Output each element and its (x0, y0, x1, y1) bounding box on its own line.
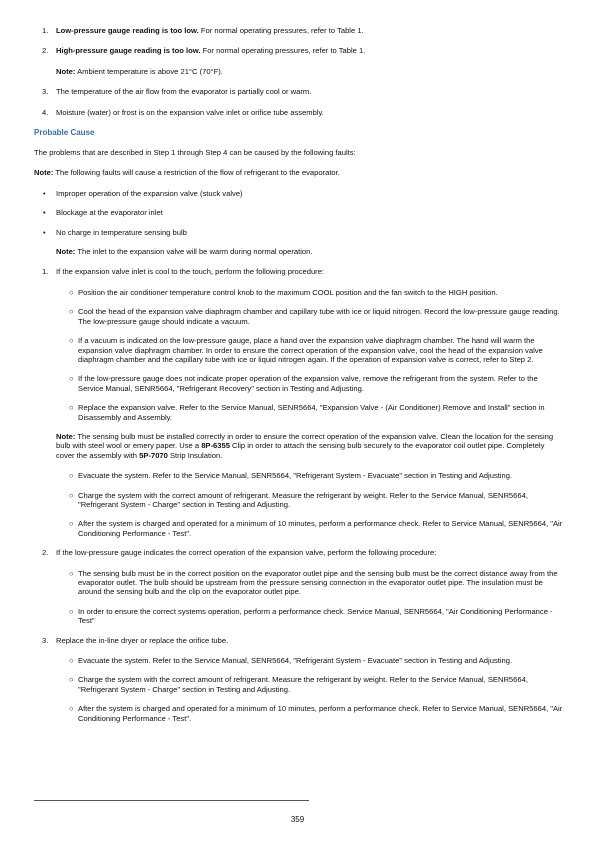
circle-bullet-icon: ○ (69, 675, 74, 685)
fault-bullet (34, 208, 564, 217)
circle-bullet-icon: ○ (69, 704, 74, 714)
bullet-icon: • (43, 227, 46, 237)
sub-step-text: Cool the head of the expansion valve diaphragm chamber and capillary tube with ice or liquid nitrogen. Record the low-pressure gauge reading. The low-pressure gauge should indicate a vacuum. (78, 307, 560, 326)
bullet-text: Improper operation of the expansion valve (stuck valve) (56, 188, 243, 198)
sub-step-text: Evacuate the system. Refer to the Service Manual, SENR5664, "Refrigerant System - Evacuate" section in Testing and Adjusting. (78, 656, 513, 666)
sub-step (34, 675, 564, 694)
bullet-icon: • (43, 208, 46, 218)
note-label: Note: (56, 247, 76, 257)
sub-step-text: Position the air conditioner temperature control knob to the maximum COOL position and the fan switch to the HIGH position. (78, 287, 498, 297)
sub-step (34, 607, 564, 626)
page-content (34, 26, 564, 733)
sub-step-text: Charge the system with the correct amount of refrigerant. Measure the refrigerant by weight. Refer to the Service Manual, SENR5664, "Refrigerant System - Charge" section in Testing and Adjusting. (78, 675, 528, 694)
note-label: Note: (34, 168, 54, 178)
sub-step (34, 336, 564, 364)
step-number: 3. (42, 635, 49, 645)
note-text: The sensing bulb must be installed correctly in order to ensure the correct operation of the expansion valve. Clean the location for the sensing bulb with steel wool or emery paper. Use a (56, 431, 554, 451)
sub-step (34, 307, 564, 326)
sub-step (34, 656, 564, 665)
note-sensing-bulb (34, 432, 564, 460)
symptom-item-1 (34, 26, 564, 35)
sub-step (34, 288, 564, 297)
circle-bullet-icon: ○ (69, 568, 74, 578)
circle-bullet-icon: ○ (69, 307, 74, 317)
fault-bullet (34, 228, 564, 237)
sub-step-text: Replace the expansion valve. Refer to the Service Manual, SENR5664, "Expansion Valve - (Air Conditioner) Remove and Install" section in Disassembly and Assembly. (78, 403, 545, 422)
footer-divider (34, 800, 309, 801)
procedure-step-3 (34, 636, 564, 645)
circle-bullet-icon: ○ (69, 490, 74, 500)
sub-step (34, 374, 564, 393)
sub-step (34, 491, 564, 510)
note-ambient (34, 67, 564, 76)
symptom-title: High-pressure gauge reading is too low. (56, 46, 201, 56)
step-text: If the expansion valve inlet is cool to the touch, perform the following procedure: (56, 267, 325, 277)
symptom-item-2 (34, 46, 564, 55)
sub-step-text: Charge the system with the correct amount of refrigerant. Measure the refrigerant by weight. Refer to the Service Manual, SENR5664, "Refrigerant System - Charge" section in Testing and Adjusting. (78, 490, 528, 509)
fault-bullet (34, 189, 564, 198)
bullet-icon: • (43, 188, 46, 198)
symptom-text: For normal operating pressures, refer to Table 1. (200, 46, 366, 56)
note-text: The inlet to the expansion valve will be warm during normal operation. (75, 247, 313, 257)
note-text: Clip in order to attach the sensing bulb securely to the evaporator coil outlet pipe. Completely cover the assembly with (56, 441, 545, 460)
note-restriction (34, 168, 564, 177)
circle-bullet-icon: ○ (69, 336, 74, 346)
sub-step-text: Evacuate the system. Refer to the Service Manual, SENR5664, "Refrigerant System - Evacuate" section in Testing and Adjusting. (78, 471, 513, 481)
step-number: 2. (42, 548, 49, 558)
note-label: Note: (56, 66, 76, 76)
item-number: 4. (42, 107, 49, 117)
note-inlet (34, 247, 564, 256)
sub-step-text: After the system is charged and operated for a minimum of 10 minutes, perform a performance check. Refer to Service Manual, SENR5664, "Air Conditioning Performance - Test". (78, 519, 563, 538)
symptom-text: The temperature of the air flow from the evaporator is partially cool or warm. (56, 87, 312, 97)
note-text: Ambient temperature is above 21°C (70°F). (75, 66, 223, 76)
note-label: Note: (56, 431, 76, 441)
circle-bullet-icon: ○ (69, 287, 74, 297)
sub-step-text: If a vacuum is indicated on the low-pressure gauge, place a hand over the expansion valve diaphragm chamber. The hand will warm the expansion valve diaphragm chamber. In order to ensure the correct operation of the expansion valve, cool the head of the expansion valve diaphragm chamber and the capillary tube with ice or liquid nitrogen again. If the operation of expansion valve is correct, refer to Step 2. (78, 336, 543, 364)
sub-step-text: The sensing bulb must be in the correct position on the evaporator outlet pipe and the sensing bulb must be the correct distance away from the evaporator outlet. The bulb should be upstream from the pressure sensing connection in the evaporator outlet pipe. The insulation must be around the sensing bulb and the clip on the evaporator outlet pipe. (78, 568, 558, 597)
sub-step-text: After the system is charged and operated for a minimum of 10 minutes, perform a performance check. Refer to Service Manual, SENR5664, "Air Conditioning Performance - Test". (78, 704, 563, 723)
bullet-text: Blockage at the evaporator inlet (56, 208, 163, 218)
sub-step (34, 704, 564, 723)
circle-bullet-icon: ○ (69, 519, 74, 529)
section-heading: Probable Cause (34, 128, 95, 138)
step-text: If the low-pressure gauge indicates the correct operation of the expansion valve, perform the following procedure: (56, 548, 437, 558)
circle-bullet-icon: ○ (69, 374, 74, 384)
note-text: Strip Insulation. (167, 450, 223, 460)
step-text: Replace the in-line dryer or replace the orifice tube. (56, 635, 229, 645)
procedure-step-1 (34, 267, 564, 276)
part-number: 5P-7070 (139, 450, 168, 460)
intro-paragraph: The problems that are described in Step 1 through Step 4 can be caused by the following faults: (34, 148, 356, 158)
page-number: 359 (290, 815, 305, 824)
symptom-item-3 (34, 87, 564, 96)
item-number: 3. (42, 87, 49, 97)
sub-step-text: In order to ensure the correct systems operation, perform a performance check. Service Manual, SENR5664, "Air Conditioning Performance - Test" (78, 606, 553, 626)
symptom-item-4 (34, 108, 564, 117)
symptom-text: Moisture (water) or frost is on the expansion valve inlet or orifice tube assembly. (56, 107, 324, 117)
sub-step-text: If the low-pressure gauge does not indicate proper operation of the expansion valve, remove the refrigerant from the system. Refer to the Service Manual, SENR5664, "Refrigerant Recovery" section in Testing and Adjusting. (78, 374, 538, 393)
procedure-step-2 (34, 548, 564, 557)
symptom-title: Low-pressure gauge reading is too low. (56, 26, 199, 35)
symptom-text: For normal operating pressures, refer to Table 1. (198, 26, 364, 35)
sub-step (34, 519, 564, 538)
circle-bullet-icon: ○ (69, 403, 74, 413)
item-number: 2. (42, 46, 49, 56)
item-number: 1. (42, 26, 49, 35)
step-number: 1. (42, 267, 49, 277)
sub-step (34, 569, 564, 597)
sub-step (34, 403, 564, 422)
note-text: The following faults will cause a restriction of the flow of refrigerant to the evaporator. (53, 168, 340, 178)
circle-bullet-icon: ○ (69, 471, 74, 481)
bullet-text: No charge in temperature sensing bulb (56, 227, 187, 237)
sub-step (34, 471, 564, 480)
part-number: 8P-6355 (201, 441, 230, 451)
circle-bullet-icon: ○ (69, 606, 74, 616)
circle-bullet-icon: ○ (69, 656, 74, 666)
